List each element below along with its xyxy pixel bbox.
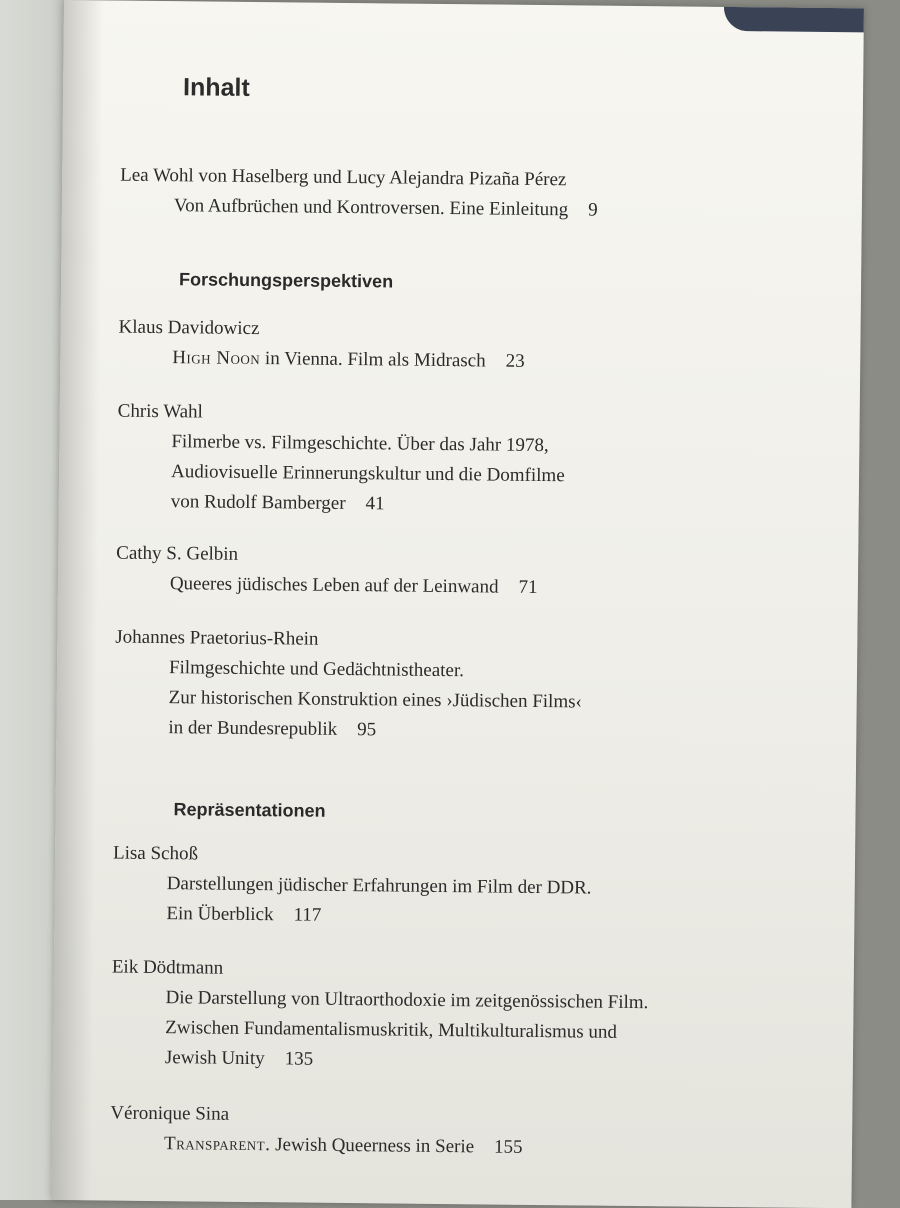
entry-author: Klaus Davidowicz: [118, 316, 260, 340]
entry-author: Chris Wahl: [117, 400, 204, 423]
entry-author: Johannes Praetorius-Rhein: [115, 626, 319, 650]
entry-title: [112, 869, 753, 936]
toc-entry-intro: [120, 161, 761, 228]
section-heading-repraesentationen: Repräsentationen: [173, 799, 326, 821]
entry-title-line: Audiovisuelle Erinnerungskultur und die Domfilme: [170, 461, 565, 487]
entry-title: [118, 343, 758, 380]
entry-author: Eik Dödtmann: [111, 956, 224, 979]
entry-title-line: Zur historischen Konstruktion eines ›Jüdischen Films‹: [168, 687, 583, 713]
entry-title-line: Filmgeschichte und Gedächtnistheater.: [168, 657, 465, 682]
entry-title-line: [172, 343, 758, 379]
entry-title-text: Ein Überblick: [166, 903, 274, 926]
entry-title: [111, 983, 752, 1080]
toc-entry: [118, 313, 759, 380]
toc-entry: [114, 623, 755, 750]
entry-title-text: Jewish Unity: [164, 1047, 265, 1070]
entry-title-line: Zwischen Fundamentalismuskritik, Multikulturalismus und: [165, 1017, 618, 1043]
entry-author: Lea Wohl von Haselberg und Lucy Alejandra Pizaña Pérez: [120, 164, 567, 191]
entry-page-number: 135: [284, 1048, 314, 1070]
entry-title-smallcaps: High Noon: [172, 347, 261, 370]
entry-author: Lisa Schoß: [112, 842, 199, 865]
entry-page-number: 117: [293, 904, 322, 926]
toc-entry: [111, 953, 752, 1080]
entry-page-number: 155: [493, 1136, 523, 1158]
entry-title-line: [171, 487, 757, 523]
entry-title: [114, 653, 755, 750]
entry-title-line: [168, 713, 754, 749]
entry-author: Véronique Sina: [110, 1102, 230, 1125]
book-page: [51, 0, 864, 1208]
entry-title-text: von Rudolf Bamberger: [170, 491, 346, 514]
entry-title-line: [164, 1129, 750, 1165]
section-heading-forschungsperspektiven: Forschungsperspektiven: [178, 269, 394, 292]
entry-page-number: 71: [518, 576, 538, 598]
entry-title-smallcaps: Transparent.: [163, 1133, 271, 1156]
entry-title-text: Jewish Queerness in Serie: [275, 1134, 475, 1158]
entry-title: [120, 191, 760, 228]
entry-author: Cathy S. Gelbin: [116, 542, 239, 565]
background-object: [724, 7, 864, 32]
entry-title: [117, 427, 758, 524]
toc-entry: [116, 539, 757, 606]
entry-title-text: Queeres jüdisches Leben auf der Leinwand: [169, 573, 499, 598]
toc-entry: [112, 839, 753, 936]
entry-title: [110, 1129, 750, 1166]
toc-entry: [117, 397, 758, 524]
entry-title-text: in Vienna. Film als Midrasch: [264, 348, 486, 372]
toc-entry: [110, 1099, 751, 1166]
entry-page-number: 41: [365, 493, 385, 515]
entry-title-line: [170, 569, 756, 605]
entry-page-number: 95: [357, 719, 377, 741]
entry-title-line: Die Darstellung von Ultraorthodoxie im zeitgenössischen Film.: [165, 987, 649, 1014]
entry-title-text: in der Bundesrepublik: [168, 717, 338, 740]
entry-title-line: [165, 1043, 751, 1079]
entry-title-line: Filmerbe vs. Filmgeschichte. Über das Jahr 1978,: [171, 431, 549, 457]
entry-title-line: Darstellungen jüdischer Erfahrungen im Film der DDR.: [166, 873, 592, 899]
entry-title-text: Von Aufbrüchen und Kontroversen. Eine Einleitung: [173, 195, 569, 221]
entry-title: [116, 569, 756, 606]
entry-page-number: 9: [588, 199, 598, 221]
entry-page-number: 23: [505, 350, 525, 372]
entry-title-line: [174, 191, 760, 227]
page-title: Inhalt: [182, 73, 250, 102]
entry-title-line: [166, 899, 752, 935]
